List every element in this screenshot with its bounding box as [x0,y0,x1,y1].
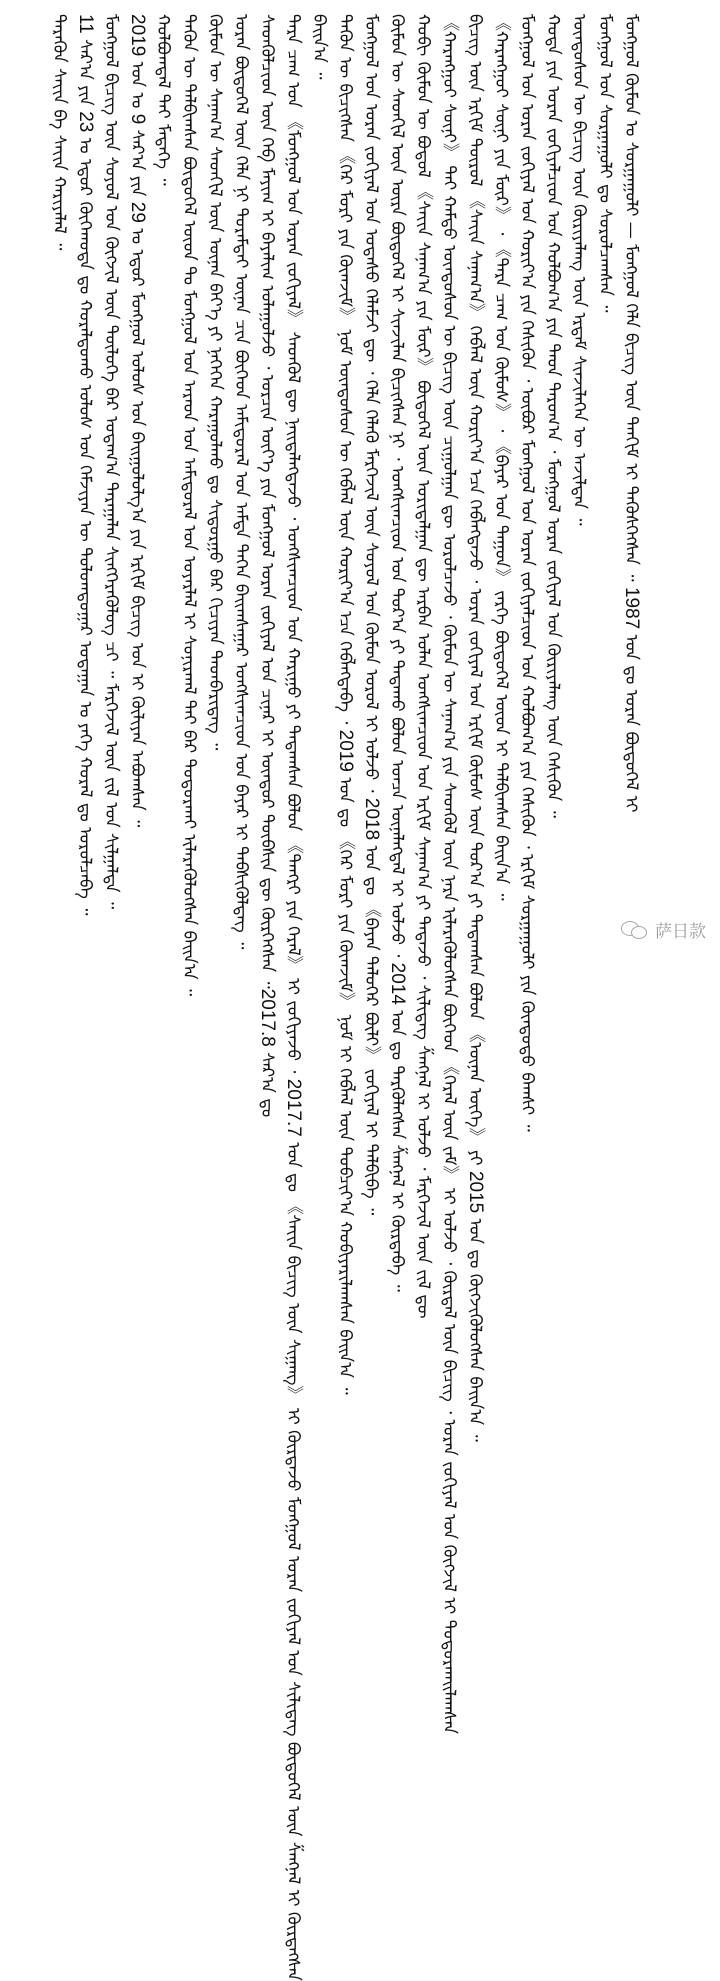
number-text: 2017.8 [257,988,278,1047]
text-column [152,14,174,934]
number-text: 2017.7 [283,1078,304,1137]
mongolian-text: ᠣᠨ ᠳᠤ 《ᠬᠡᠷ ᠮᠣᠷᠢ ᠶᠢᠨ ᠬᠥᠭ᠍ᠵᠢᠮ》 ᠨᠣᠮ ᠢ ᠬᠡᠪᠯᠡᠯ ᠦᠨ ᠲᠣᠪᠴᠢᠶ᠎ᠠ ᠬᠤᠪᠢᠶᠠᠷᠢᠯᠠᠭᠰᠠᠨ ᠪᠠᠢᠨ᠎ᠠ ᠃ [335,771,355,1395]
number-text: 2019 [127,14,148,57]
mongolian-text: ᠣᠨ ᠳᠤ ᠬᠥᠭᠵᠢᠭᠦᠯᠦᠭᠰᠡᠨ ᠪᠠᠢᠨ᠎ᠠ ᠃ [465,1213,485,1442]
text-column [490,14,512,934]
mongolian-text: ᠬᠣᠲᠠ ᠶᠢᠨ ᠤᠷᠠᠨ ᠵᠣᠬᠢᠶᠠᠯᠴᠢᠳ ᠤᠨ ᠬᠣᠯᠪᠣᠭ᠎ᠠ ᠶᠢᠨ ᠳᠡᠳ ᠳᠠᠷᠤᠭ᠎ᠠ ᠂ ᠮᠣᠩᠭᠣᠯ ᠤᠷᠠᠨ ᠵᠣᠬᠢᠶᠠᠯ ᠤᠨ ᠬᠦᠷᠢᠶᠡᠯᠡᠩ ᠦᠨ ᠭᠡᠰᠢᠭᠦᠨ ᠃ [543,14,563,818]
mongolian-text: ᠣᠨ ᠳᠤ ᠤᠷᠠᠨ ᠪᠦᠲᠦᠭᠡᠯ ᠢ [621,629,641,813]
text-column [438,14,460,1735]
text-column [386,14,408,1292]
mongolian-text: ᠤ ᠡᠳᠦᠷ ᠮᠣᠩᠭᠣᠯ ᠤᠯᠤᠰ ᠤᠨ ᠪᠠᠢᠭᠤᠯᠤᠯᠭ᠎ᠠ ᠶᠢᠨ ᠡᠷᠬᠢᠮ ᠪᠢᠴᠢᠭ ᠤᠨ ᠢ ᠬᠦᠯᠢᠶᠡᠨ ᠠᠪᠤᠭᠰᠠᠨ ᠃ [127,222,147,828]
mongolian-text: ᠦᠨᠳᠦᠰᠦᠨ ᠦ ᠪᠢᠴᠢᠭ ᠦᠨ ᠬᠦᠷᠢᠶᠡᠯᠡᠩ ᠦᠨ ᠡᠷᠳᠡᠮ ᠰᠢᠨᠵᠢᠯᠡᠭᠡᠨ ᠦ ᠠᠵᠢᠯᠲᠠᠨ ᠃ [569,14,589,526]
text-column [334,14,356,1395]
number-text: 2018 [361,797,382,841]
text-column [204,14,226,934]
text-column [230,14,252,950]
number-text: 29 [127,201,148,223]
mongolian-text: ᠰᠠᠷ᠎ᠠ ᠶᠢᠨ [127,124,147,202]
mongolian-text: 《ᠬᠠᠷᠠᠩᠭᠤᠢ ᠰᠦᠨᠢ ᠶᠢᠨ ᠮᠥᠷ》 ᠂ 《ᠲᠡᠷᠡ ᠴᠠᠭ ᠤᠨ ᠬᠦᠮᠦᠰ》 ᠂ 《ᠪᠠᠶᠠᠷ ᠤᠨ ᠳᠠᠭᠤᠨ》 ᠵᠡᠷᠭᠡ ᠪᠦᠲᠦᠭᠡᠯ ᠦᠳ ᠢ ᠲᠠᠯᠪᠢᠭᠰᠠᠨ ᠪᠠᠢᠨ᠎ᠠ ᠃ [491,14,511,901]
text-column [464,14,486,1442]
mongolian-text: ᠣᠨ ᠳᠤ ᠲᠡᠷᠭᠦᠯᠡᠭᠰᠡᠨ ᠱᠠᠩᠨᠠᠯ ᠢ ᠬᠦᠷᠲᠡᠪᠡ ᠃ [387,1004,407,1292]
mongolian-text: ᠣᠨ ᠳᠤ 《ᠰᠠᠶ᠋ᠢᠨ ᠪᠢᠴᠢᠭ ᠦᠨ ᠰᠢᠭᠠᠩ》 ᠢ ᠬᠦᠷᠲᠡᠵᠦ ᠮᠣᠩᠭᠣᠯ ᠤᠷᠠᠨ ᠵᠣᠬᠢᠶᠠᠯ ᠤᠨ ᠰᠢᠯᠢᠳᠡᠭ ᠪᠦᠲᠦᠭᠡᠯ ᠦᠨ ᠱᠠᠩᠨᠠᠯ ᠢ ᠬᠦᠷᠲᠡᠭᠰᠡᠨ [283,1136,303,1981]
mongolian-text: ᠬᠦᠮᠦᠨ ᠦ ᠰᠠᠨᠠᠭ᠎ᠠ ᠰᠡᠳᠬᠢᠯ ᠦᠨ ᠦᠨᠡᠨ ᠪᠡᠶ᠎ᠡ ᠶᠢ ᠨᠡᠭᠡᠭᠡᠨ ᠬᠠᠷᠠᠭᠤᠯᠬᠤ ᠳᠤ ᠰᠢᠳᠤᠷᠭᠤ ᠪᠡᠷ ᠬᠢᠴᠢᠶᠡᠨ ᠳᠡᠳᠪᠡᠷᠢᠳᠡᠭ ᠃ [205,14,225,751]
number-text: 9 [127,113,148,125]
text-column [542,14,564,934]
number-text: 23 [75,111,96,133]
mongolian-text: ᠬᠦᠮᠦᠨ ᠦ ᠰᠡᠳᠬᠢᠯ ᠦᠨ ᠦᠷᠡ ᠪᠦᠲᠦᠭᠡᠯ ᠢ ᠰᠢᠨᠵᠢᠯᠡᠨ ᠪᠢᠴᠢᠭᠰᠡᠨ ᠨᠢ ᠂ ᠤᠩᠰᠢᠭᠴᠢᠳ ᠤᠨ ᠳᠤᠷ᠎ᠠ ᠶᠢ ᠲᠠᠲᠠᠬᠤ ᠪᠣᠯᠤᠨ ᠣᠨᠴᠠ ᠦᠨᠡᠯᠡᠭᠳᠡᠯ ᠢ ᠣᠯᠵᠤ ᠂ [387,14,407,963]
text-column [594,14,616,934]
text-column [412,14,434,1319]
number-text: 2015 [465,1170,486,1214]
mongolian-text: ᠲᠡᠭᠦᠨ ᠦ ᠲᠠᠯᠪᠢᠭᠰᠠᠨ ᠪᠦᠲᠦᠭᠡᠯ ᠦᠳ ᠲᠤ ᠮᠣᠩᠭᠣᠯ ᠤᠨ ᠠᠷᠠᠳ ᠤᠨ ᠠᠮᠢᠳᠤᠷᠠᠯ ᠤᠨ ᠤᠶᠠᠷᠯᠠᠯ ᠢ ᠰᠣᠨᠢᠷᠬᠠᠯ ᠲᠠᠢ ᠪᠡᠷ ᠲᠣᠳᠣᠷᠬᠠᠢ ᠢᠯᠡᠷᠡᠭᠦᠯᠦᠭᠰᠡᠨ ᠪᠠᠢᠨ᠎ᠠ ᠃ [179,14,199,997]
mongolian-text: ᠤᠷᠠᠨ ᠪᠦᠲᠦᠭᠡᠯ ᠦᠨ ᠬᠡᠯᠡ ᠨᠢ ᠳᠤᠷᠠᠮᠳᠠᠢ ᠦᠨᠡᠨ ᠴᠢᠨ ᠪᠥᠭᠡᠳ ᠠᠮᠢᠳᠤᠷᠠᠯ ᠤᠨ ᠠᠮᠲᠠ ᠳᠡᠭᠡᠨ ᠪᠠᠢᠭᠰᠠᠭᠠᠷ ᠤᠩᠰᠢᠭᠴᠢᠳ ᠤᠨ ᠪᠠᠶᠠᠷ ᠢ ᠳᠡᠪᠰᠢᠭᠦᠯᠳᠡᠭ ᠃ [231,14,251,950]
mongolian-text: ᠮᠣᠩᠭᠣᠯ ᠤᠨ ᠤᠷᠠᠨ ᠵᠣᠬᠢᠶᠠᠯ ᠤᠨ ᠤᠲᠠᠰᠤ ᠬᠡᠯᠡᠮᠵᠢ ᠳᠦ ᠂ ᠬᠡᠯᠡ ᠬᠡᠯᠡᠬᠦ ᠮᠡᠷᠭᠡᠵᠢᠯ ᠦᠨ ᠰᠣᠶᠣᠯ ᠤᠨ ᠬᠦᠮᠦᠨ ᠤᠷᠤᠯ ᠢ ᠣᠯᠵᠤ ᠂ [361,14,381,798]
mongolian-text: ᠮᠣᠩᠭᠣᠯ ᠤᠨ ᠰᠤᠷᠭᠠᠭᠤᠯᠢ ᠳᠤ ᠰᠤᠷᠤᠯᠴᠠᠭᠰᠠᠨ ᠃ [595,14,615,313]
mongolian-text: ᠮᠣᠩᠭᠣᠯ ᠪᠢᠴᠢᠭ ᠦᠨ ᠰᠣᠶᠣᠯ ᠤᠨ ᠬᠥᠭᠵᠢᠯ ᠦᠨ ᠲᠥᠯᠦᠭᠡ ᠪᠡᠷ ᠤᠳᠠᠭ᠎ᠠ ᠳᠠᠷᠠᠭᠠᠯᠠᠨ ᠰᠢᠩᠭᠡᠷᠡᠭᠦᠯᠦᠭ ᠴᠢ ᠃ ᠮᠡᠷᠭᠡᠵᠢᠯ ᠦᠨ ᠵᠢᠯ ᠤᠨ ᠰᠢᠯᠭᠠᠯᠲᠠ ᠃ [101,14,121,910]
mongolian-text: ᠰᠡᠳᠬᠦᠯᠴᠢᠳ ᠦᠨ ᠬᠡᠪ ᠮᠠᠶᠢᠭ ᠢ ᠪᠠᠶᠠᠯᠢᠭ ᠤᠯᠠᠭᠤᠯᠵᠤ ᠂ ᠣᠷᠴᠢᠨ ᠦᠶ᠎ᠡ ᠶᠢᠨ ᠮᠣᠩᠭᠣᠯ ᠤᠷᠠᠨ ᠵᠣᠬᠢᠶᠠᠯ ᠤᠨ ᠴᠢᠨᠠᠷ ᠢ ᠥᠨᠳᠥᠷ ᠲᠦᠪᠰᠢᠨ ᠳᠦ ᠬᠦᠷᠭᠡᠭᠰᠡᠨ ᠃ [257,14,277,989]
text-column [282,14,304,1981]
mongolian-text: ᠲᠡᠷᠡ ᠴᠠᠭ ᠤᠨ 《ᠮᠣᠩᠭᠣᠯ ᠤᠨ ᠤᠷᠠᠨ ᠵᠣᠬᠢᠶᠠᠯ》 ᠰᠡᠳᠬᠦᠯ ᠳᠦ ᠨᠡᠢᠲᠡᠯᠡᠭᠳᠡᠵᠦ ᠂ ᠤᠩᠰᠢᠭᠴᠢᠳ ᠤᠨ ᠬᠠᠷᠢᠭᠤ ᠶᠢ ᠲᠠᠲᠠᠭᠰᠠᠨ ᠪᠣᠯᠤᠨ 《ᠲᠡᠨᠭᠷᠢ ᠶᠢᠨ ᠭᠡᠷᠡᠯ》 ᠢ ᠵᠣᠬᠢᠶᠠᠵᠤ ᠂ [283,14,303,1079]
text-column [100,14,122,934]
text-column [568,14,590,934]
mongolian-text: ᠬᠤᠪᠢ ᠬᠦᠮᠦᠨ ᠦ ᠪᠣᠳᠤᠯ 《ᠰᠠᠶ᠋ᠢᠨ ᠰᠠᠨᠠᠭ᠎ᠠ ᠶᠢᠨ ᠮᠥᠷ》 ᠪᠦᠲᠦᠭᠡᠯ ᠦᠨ ᠤᠷᠢᠳᠠᠯᠭᠠᠨ ᠳᠦ ᠠᠷᠪᠠᠨ ᠣᠯᠠᠨ ᠤᠩᠰᠢᠭᠴᠢᠳ ᠤᠨ ᠡᠷᠬᠢᠮ ᠰᠠᠨᠠᠭ᠎ᠠ ᠶᠢ ᠲᠠᠲᠠᠵᠤ ᠂ ᠰᠢᠯᠢᠳᠡᠭ ᠱᠠᠩᠨᠠᠯ ᠢ ᠣᠯᠵᠤ ᠂ ᠮᠡᠷᠭᠡᠵᠢᠯ ᠦᠨ ᠵᠢᠯ ᠳᠦ [413,14,433,1319]
mongolian-text: ᠬᠣᠯᠪᠣᠭᠳᠠᠯ ᠲᠠᠢ ᠮᠡᠳᠡᠭᠡ ᠃ [153,14,173,186]
mongolian-text: 《ᠬᠠᠷᠠᠩᠭᠤᠢ ᠰᠦᠨᠢ》 ᠲᠠᠢ ᠬᠠᠮᠲᠤ ᠦᠨᠳᠦᠰᠦᠨ ᠦ ᠪᠢᠴᠢᠭ ᠦᠨ ᠴᠢᠭᠤᠯᠭᠠᠨ ᠳᠦ ᠣᠷᠣᠯᠴᠠᠵᠤ ᠂ ᠬᠦᠮᠦᠨ ᠦ ᠰᠠᠨᠠᠭ᠎ᠠ ᠶᠢᠨ ᠰᠡᠳᠬᠦᠯ ᠦᠨ ᠨᠡᠷᠡ ᠢᠯᠡᠷᠡᠭᠦᠯᠦᠭᠰᠡᠨ ᠪᠥᠭᠡᠳ 《ᠭᠡᠷᠡᠯ ᠦᠨ ᠵᠠᠮ》 ᠢ ᠣᠯᠵᠤ ᠂ ᠬᠦᠷᠲᠡᠯ ᠦᠨ ᠪᠢᠴᠢᠭ ᠂ ᠤᠷᠠᠨ ᠵᠣᠬᠢᠶᠠᠯ ᠤᠨ ᠬᠥᠭᠵᠢᠯ ᠢ ᠲᠣᠳᠣᠷᠬᠠᠢᠯᠠᠭᠰᠠᠨ [439,14,459,1735]
text-column [308,14,330,934]
mongolian-text: ᠣᠨ ᠳᠤ 《ᠪᠠᠶᠠᠨ ᠳᠡᠯᠦᠭᠡᠷ ᠪᠦᠯᠢ》 ᠵᠣᠬᠢᠶᠠᠯ ᠢ ᠲᠠᠯᠪᠢᠪᠠ ᠃ [361,840,381,1216]
text-column [360,14,382,1216]
text-column [74,14,96,934]
text-column [126,14,148,934]
number-text: 1987 [621,586,642,630]
watermark [621,917,706,942]
mongolian-text: ᠪᠢᠴᠢᠭ ᠦᠨ ᠡᠷᠬᠢᠮ ᠲᠦᠷᠦᠯ 《ᠰᠠᠶ᠋ᠢᠨ ᠰᠠᠨᠠᠭ᠎ᠠ》 ᠬᠡᠪᠯᠡᠯ ᠦᠨ ᠬᠣᠷᠢᠶ᠎ᠠ ᠡᠴᠡ ᠬᠡᠪᠯᠡᠭᠳᠡᠵᠦ ᠂ ᠤᠷᠠᠨ ᠵᠣᠬᠢᠶᠠᠯ ᠤᠨ ᠡᠷᠬᠢᠮ ᠬᠦᠮᠦᠰ ᠦᠨ ᠳᠤᠷ᠎ᠠ ᠶᠢ ᠲᠠᠲᠠᠭᠰᠠᠨ ᠪᠣᠯᠤᠨ 《ᠦᠨᠡᠨ ᠦᠭᠡ》 ᠶᠢ [465,14,485,1171]
text-column [48,14,70,934]
number-text: 2019 [335,729,356,772]
mongolian-text: ᠲᠡᠭᠦᠨ ᠦ ᠪᠢᠴᠢᠭᠰᠡᠨ 《ᠬᠡᠷ ᠮᠣᠷᠢ ᠶᠢᠨ ᠬᠥᠭ᠍ᠵᠢᠮ》 ᠨᠣᠮ ᠦᠨᠳᠦᠰᠦᠨ ᠦ ᠬᠡᠪᠯᠡᠯ ᠦᠨ ᠬᠣᠷᠢᠶ᠎ᠠ ᠡᠴᠡ ᠬᠡᠪᠯᠡᠭᠳᠡᠪᠡ ᠂ [335,14,355,730]
text-column [256,14,278,1118]
mongolian-text: ᠮᠣᠩᠭᠣᠯ ᠤᠨ ᠤᠷᠠᠨ ᠵᠣᠬᠢᠶᠠᠯ ᠤᠨ ᠬᠣᠷᠢᠶ᠎ᠠ ᠶᠢᠨ ᠭᠡᠰᠢᠭᠦᠨ ᠂ ᠦᠪᠦᠷ ᠮᠣᠩᠭᠣᠯ ᠤᠨ ᠤᠷᠠᠨ ᠵᠣᠬᠢᠶᠠᠯᠴᠢᠳ ᠤᠨ ᠬᠣᠯᠪᠣᠭ᠎ᠠ ᠶᠢᠨ ᠭᠡᠰᠢᠭᠦᠨ ᠂ ᠡᠷᠬᠢᠮ ᠰᠤᠷᠭᠠᠭᠤᠯᠢ ᠶᠢᠨ ᠬᠦᠨᠳᠦᠲᠦ ᠪᠠᠭᠰᠢ ᠃ [517,14,537,1132]
mongolian-text: ᠰᠠᠷ᠎ᠠ ᠳᠤ [257,1046,277,1118]
text-column [620,14,642,934]
number-text: 11 [75,14,96,34]
text-column [516,14,538,1132]
mongolian-text: ᠲᠡᠷᠡᠭᠦᠨ ᠰᠠᠶ᠋ᠢᠨ ᠪᠠ ᠰᠠᠶ᠋ᠢᠨ ᠬᠠᠷᠢᠶᠠᠯᠠᠯ ᠃ [49,14,69,251]
number-text: 2014 [387,962,408,1005]
mongolian-text: ᠤ ᠡᠳᠦᠷ ᠬᠥᠬᠡᠬᠣᠲᠠ ᠳᠤ ᠬᠤᠷᠠᠯᠳᠤᠬᠤ ᠤᠯᠤᠰ ᠤᠨ ᠬᠡᠮᠵᠢᠶᠡᠨ ᠦ ᠳᠣᠯᠣᠭᠳᠤᠭᠠᠷ ᠤᠳᠠᠭᠠᠨ ᠤ ᠶᠡᠬᠡ ᠬᠤᠷᠠᠯ ᠳᠤ ᠣᠷᠣᠯᠴᠠᠪᠠ ᠃ [75,132,95,916]
mongolian-text: ᠮᠣᠩᠭᠣᠯ ᠬᠦᠮᠦᠨ ᠤ ᠰᠤᠷᠭᠠᠭᠤᠯᠢ — ᠮᠣᠩᠭᠣᠯ ᠬᠡᠯᠡ ᠪᠢᠴᠢᠭ ᠦᠨ ᠲᠡᠨᠬᠢᠮ ᠢ ᠲᠡᠭᠦᠰᠬᠡᠭᠰᠡᠨ ᠃ [621,14,641,587]
mongolian-text: ᠰᠠᠷ᠎ᠠ ᠶᠢᠨ [75,33,95,112]
wechat-icon [621,919,649,941]
mongolian-text: ᠣᠨ ᠤ [127,56,147,114]
mongolian-text: ᠪᠠᠢᠨ᠎ᠠ ᠃ [309,14,329,80]
watermark-label: 萨日款 [655,922,706,942]
text-column [178,14,200,997]
